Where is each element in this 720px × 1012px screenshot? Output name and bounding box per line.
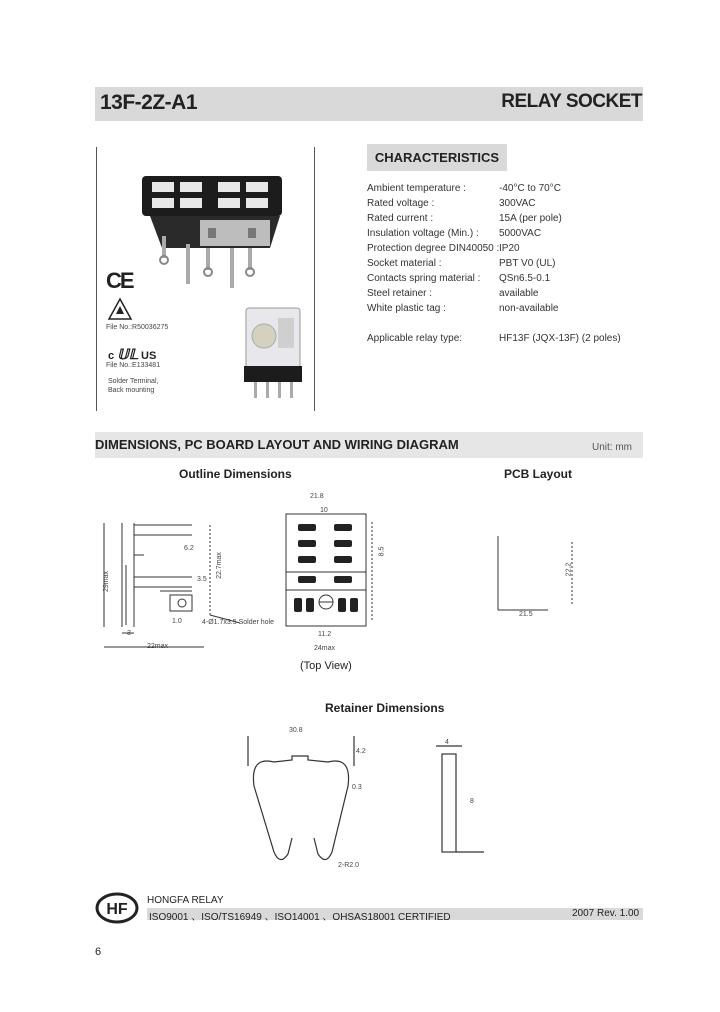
ce-mark: CE — [106, 268, 133, 293]
pcb-layout-drawing — [494, 534, 584, 624]
ul-mark — [108, 346, 156, 363]
characteristics-title: CHARACTERISTICS — [367, 144, 507, 171]
dim-22-7: 22.7max — [215, 552, 223, 579]
hole-note: 4-Ø1.7x3.5 Solder hole — [202, 619, 274, 626]
ret-dim-30-8: 30.8 — [289, 727, 303, 734]
dim-10: 10 — [320, 507, 328, 514]
ret-dim-8: 8 — [470, 798, 474, 805]
outline-top-view — [284, 512, 380, 630]
revision: 2007 Rev. 1.00 — [572, 908, 640, 919]
outline-title: Outline Dimensions — [179, 467, 292, 481]
dim-24max: 24max — [314, 645, 336, 652]
note-line-1: Solder Terminal, — [108, 378, 159, 385]
ul-logo-icon: 𝕌𝕃 — [117, 346, 138, 362]
spec-value: available — [499, 288, 539, 299]
pcb-dim-22-2: 22.2 — [565, 562, 573, 577]
page-number: 6 — [95, 946, 102, 958]
spec-value: 300VAC — [499, 198, 536, 209]
approval-triangle-icon — [108, 298, 132, 320]
spec-value: 5000VAC — [499, 228, 542, 239]
relay-type-label: Applicable relay type: — [367, 333, 463, 344]
ret-dim-4: 4 — [445, 739, 449, 746]
dim-11-2: 11.2 — [318, 631, 332, 638]
logo-text: HF — [106, 901, 128, 918]
panel-left-line — [96, 147, 97, 411]
socket-photo — [140, 170, 290, 295]
company-name: HONGFA RELAY — [147, 895, 224, 906]
retainer-title: Retainer Dimensions — [325, 701, 445, 715]
dim-3-5: 3.5 — [197, 576, 207, 583]
dim-8-5: 8.5 — [378, 546, 386, 557]
relay-socket-photo — [242, 306, 304, 402]
dim-29: 29max — [103, 570, 111, 593]
retainer-side-drawing — [432, 742, 492, 862]
panel-right-line — [314, 147, 315, 411]
model-title: 13F-2Z-A1 — [100, 91, 198, 114]
spec-label: Steel retainer : — [367, 288, 433, 299]
spec-label: Ambient temperature : — [367, 183, 466, 194]
spec-value: QSn6.5-0.1 — [499, 273, 551, 284]
dimensions-title: DIMENSIONS, PC BOARD LAYOUT AND WIRING DIAGRAM — [95, 437, 459, 452]
relay-type-value: HF13F (JQX-13F) (2 poles) — [499, 333, 621, 344]
dim-22max: 22max — [147, 643, 169, 650]
ul-prefix: c — [108, 350, 115, 362]
ret-dim-4-2: 4.2 — [356, 748, 366, 755]
outline-side-view — [100, 515, 240, 655]
ul-suffix: US — [141, 350, 157, 362]
spec-value: non-available — [499, 303, 559, 314]
spec-value: 15A (per pole) — [499, 213, 562, 224]
certifications: ISO9001 、ISO/TS16949 、ISO14001 、OHSAS18001 CERTIFIED — [149, 912, 451, 923]
product-title: RELAY SOCKET — [501, 91, 642, 112]
spec-value: PBT V0 (UL) — [499, 258, 556, 269]
file-no-2: File No.:E133481 — [106, 362, 161, 369]
spec-label: Protection degree DIN40050 : — [367, 243, 500, 254]
retainer-front-drawing — [244, 726, 364, 876]
spec-value: -40°C to 70°C — [499, 183, 561, 194]
file-no-1: File No.:R50036275 — [106, 324, 169, 331]
spec-label: Contacts spring material : — [367, 273, 481, 284]
dim-1-0: 1.0 — [172, 618, 182, 625]
dim-3: 3 — [127, 630, 131, 637]
pcb-title: PCB Layout — [504, 467, 573, 481]
ret-dim-0-3: 0.3 — [352, 784, 362, 791]
spec-label: White plastic tag : — [367, 303, 446, 314]
ret-dim-r2: 2-R2.0 — [338, 862, 360, 869]
spec-label: Socket material : — [367, 258, 442, 269]
spec-value: IP20 — [499, 243, 520, 254]
top-view-label: (Top View) — [300, 660, 352, 672]
note-line-2: Back mounting — [108, 387, 155, 394]
pcb-dim-21-5: 21.5 — [519, 611, 533, 618]
dim-21-8: 21.8 — [310, 493, 324, 500]
spec-label: Insulation voltage (Min.) : — [367, 228, 479, 239]
dim-6-2: 6.2 — [184, 545, 194, 552]
hongfa-logo-icon — [95, 892, 141, 924]
spec-label: Rated voltage : — [367, 198, 435, 209]
unit-label: Unit: mm — [592, 442, 632, 453]
spec-label: Rated current : — [367, 213, 434, 224]
